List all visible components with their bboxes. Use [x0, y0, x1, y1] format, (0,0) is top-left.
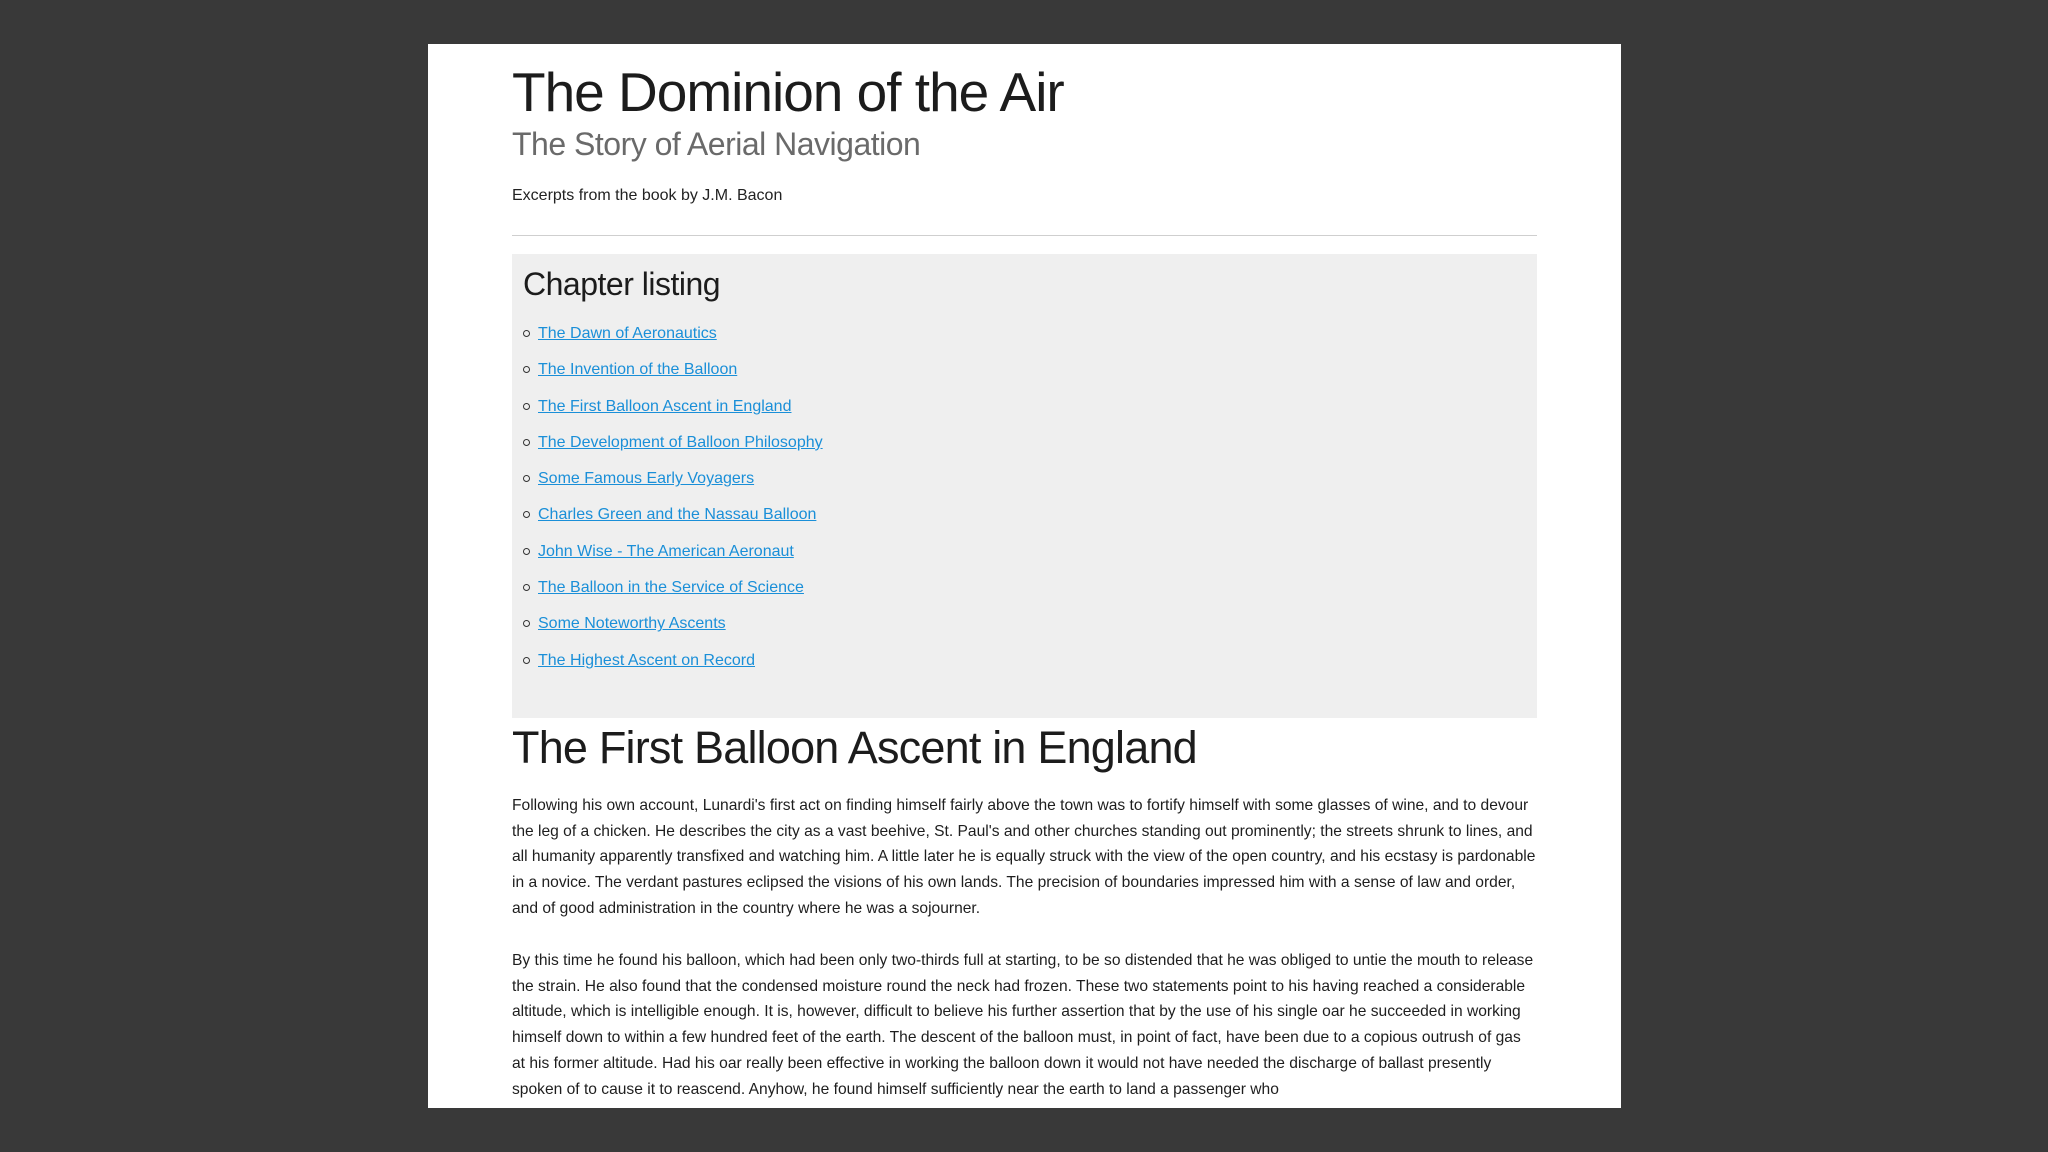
site-subtitle: The Story of Aerial Navigation — [512, 126, 921, 162]
chapter-link-early-voyagers[interactable]: Some Famous Early Voyagers — [538, 470, 755, 488]
chapter-list-item — [523, 360, 823, 396]
header-divider — [512, 235, 1537, 236]
site-title: The Dominion of the Air — [512, 61, 1064, 123]
chapter-link-first-ascent-england[interactable]: The First Balloon Ascent in England — [538, 397, 792, 415]
chapter-list-item — [523, 578, 823, 614]
chapter-list-item — [523, 505, 823, 541]
article-paragraph-1: Following his own account, Lunardi's first act on finding himself fairly above the town was to fortify himself with some glasses of wine, and to devour the leg of a chicken. He describes the city as a vast beehive, St. Paul's and other churches standing out prominently; the streets shrunk to lines, and all humanity apparently transfixed and watching him. A little later he is equally struck with the view of the open country, and his ecstasy is pardonable in a novice. The verdant pastures eclipsed the visions of his own lands. The precision of boundaries impressed him with a sense of law and order, and of good administration in the country where he was a sojourner. — [512, 797, 1536, 917]
chapter-link-invention-of-balloon[interactable]: The Invention of the Balloon — [538, 361, 738, 379]
chapter-link-charles-green[interactable]: Charles Green and the Nassau Balloon — [538, 506, 817, 524]
byline: Excerpts from the book by J.M. Bacon — [512, 187, 783, 204]
article-heading: The First Balloon Ascent in England — [512, 722, 1197, 773]
chapter-link-noteworthy-ascents[interactable]: Some Noteworthy Ascents — [538, 615, 726, 633]
chapter-list-item — [523, 397, 823, 433]
chapter-list-item — [523, 614, 823, 650]
chapter-list-item — [523, 542, 823, 578]
chapter-list-item — [523, 324, 823, 360]
chapter-list-item — [523, 651, 823, 687]
chapter-link-highest-ascent[interactable]: The Highest Ascent on Record — [538, 651, 756, 669]
chapter-list-item — [523, 433, 823, 469]
chapter-link-service-of-science[interactable]: The Balloon in the Service of Science — [538, 579, 804, 597]
chapter-list-item — [523, 469, 823, 505]
chapter-listing-heading: Chapter listing — [523, 266, 721, 302]
page — [428, 44, 1621, 1108]
chapter-listing — [512, 254, 1537, 718]
chapter-link-john-wise[interactable]: John Wise - The American Aeronaut — [538, 542, 794, 560]
chapter-list — [523, 324, 823, 687]
chapter-link-dawn-of-aeronautics[interactable]: The Dawn of Aeronautics — [538, 325, 717, 342]
chapter-link-balloon-philosophy[interactable]: The Development of Balloon Philosophy — [538, 433, 823, 451]
article-paragraph-2: By this time he found his balloon, which had been only two-thirds full at starting, to be so distended that he was obliged to untie the mouth to release the strain. He also found that the condensed moisture round the neck had frozen. These two statements point to his having reached a considerable altitude, which is intelligible enough. It is, however, difficult to believe his further assertion that by the use of his single oar he succeeded in working himself down to within a few hundred feet of the earth. The descent of the balloon must, in point of fact, have been due to a copious outrush of gas at his former altitude. Had his oar really been effective in working the balloon down it would not have needed the discharge of ballast presently spoken of to cause it to reascend. Anyhow, he found himself sufficiently near the earth to land a passenger who — [512, 952, 1534, 1098]
